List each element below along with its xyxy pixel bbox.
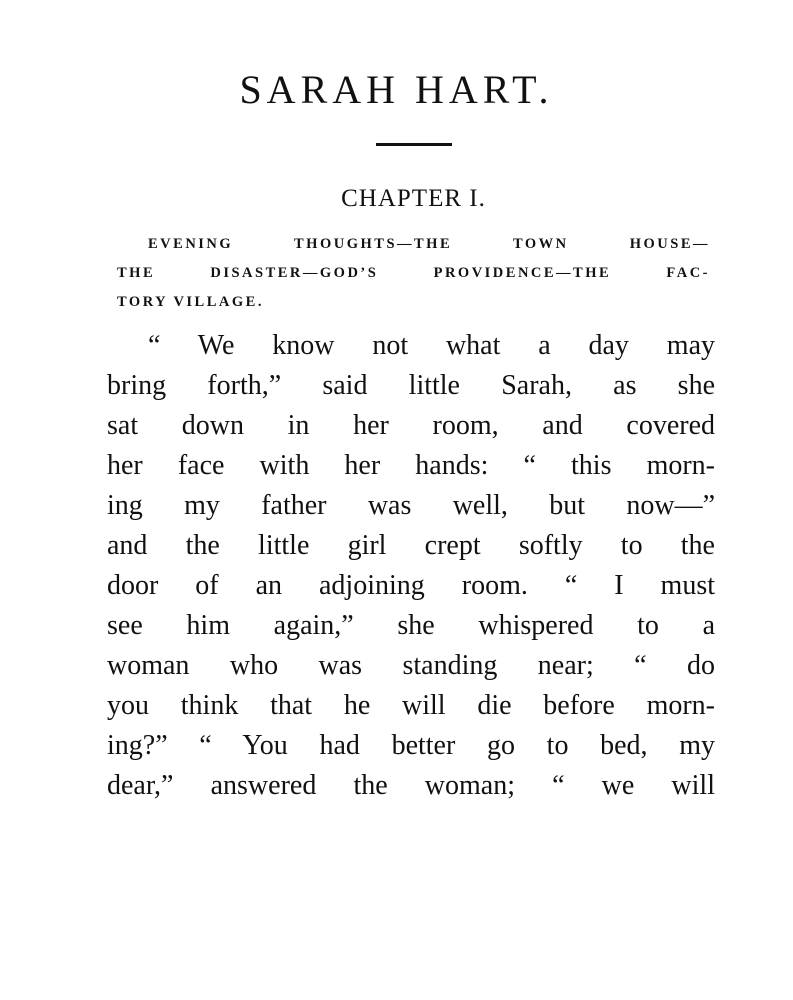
body-text-line: sat down in her room, and covered: [107, 410, 715, 441]
chapter-synopsis-line: THE DISASTER—GOD’S PROVIDENCE—THE FAC-: [117, 265, 710, 281]
chapter-synopsis-line: EVENING THOUGHTS—THE TOWN HOUSE—: [148, 236, 710, 252]
body-text-line: bring forth,” said little Sarah, as she: [107, 370, 715, 401]
body-text-line: her face with her hands: “ this morn-: [107, 450, 715, 481]
body-text-line: and the little girl crept softly to the: [107, 530, 715, 561]
book-title: SARAH HART.: [239, 67, 554, 112]
chapter-heading: CHAPTER I.: [341, 185, 486, 212]
body-text-line: dear,” answered the woman; “ we will: [107, 770, 715, 801]
body-text-line: see him again,” she whispered to a: [107, 610, 715, 641]
body-text-line: woman who was standing near; “ do: [107, 650, 715, 681]
body-text-line: door of an adjoining room. “ I must: [107, 570, 715, 601]
body-text-line: ing my father was well, but now—”: [107, 490, 715, 521]
title-rule: [376, 143, 452, 146]
body-text-line: “ We know not what a day may: [148, 330, 715, 361]
body-text-line: ing?” “ You had better go to bed, my: [107, 730, 715, 761]
body-text-line: you think that he will die before morn-: [107, 690, 715, 721]
chapter-synopsis-line: TORY VILLAGE.: [117, 294, 264, 310]
